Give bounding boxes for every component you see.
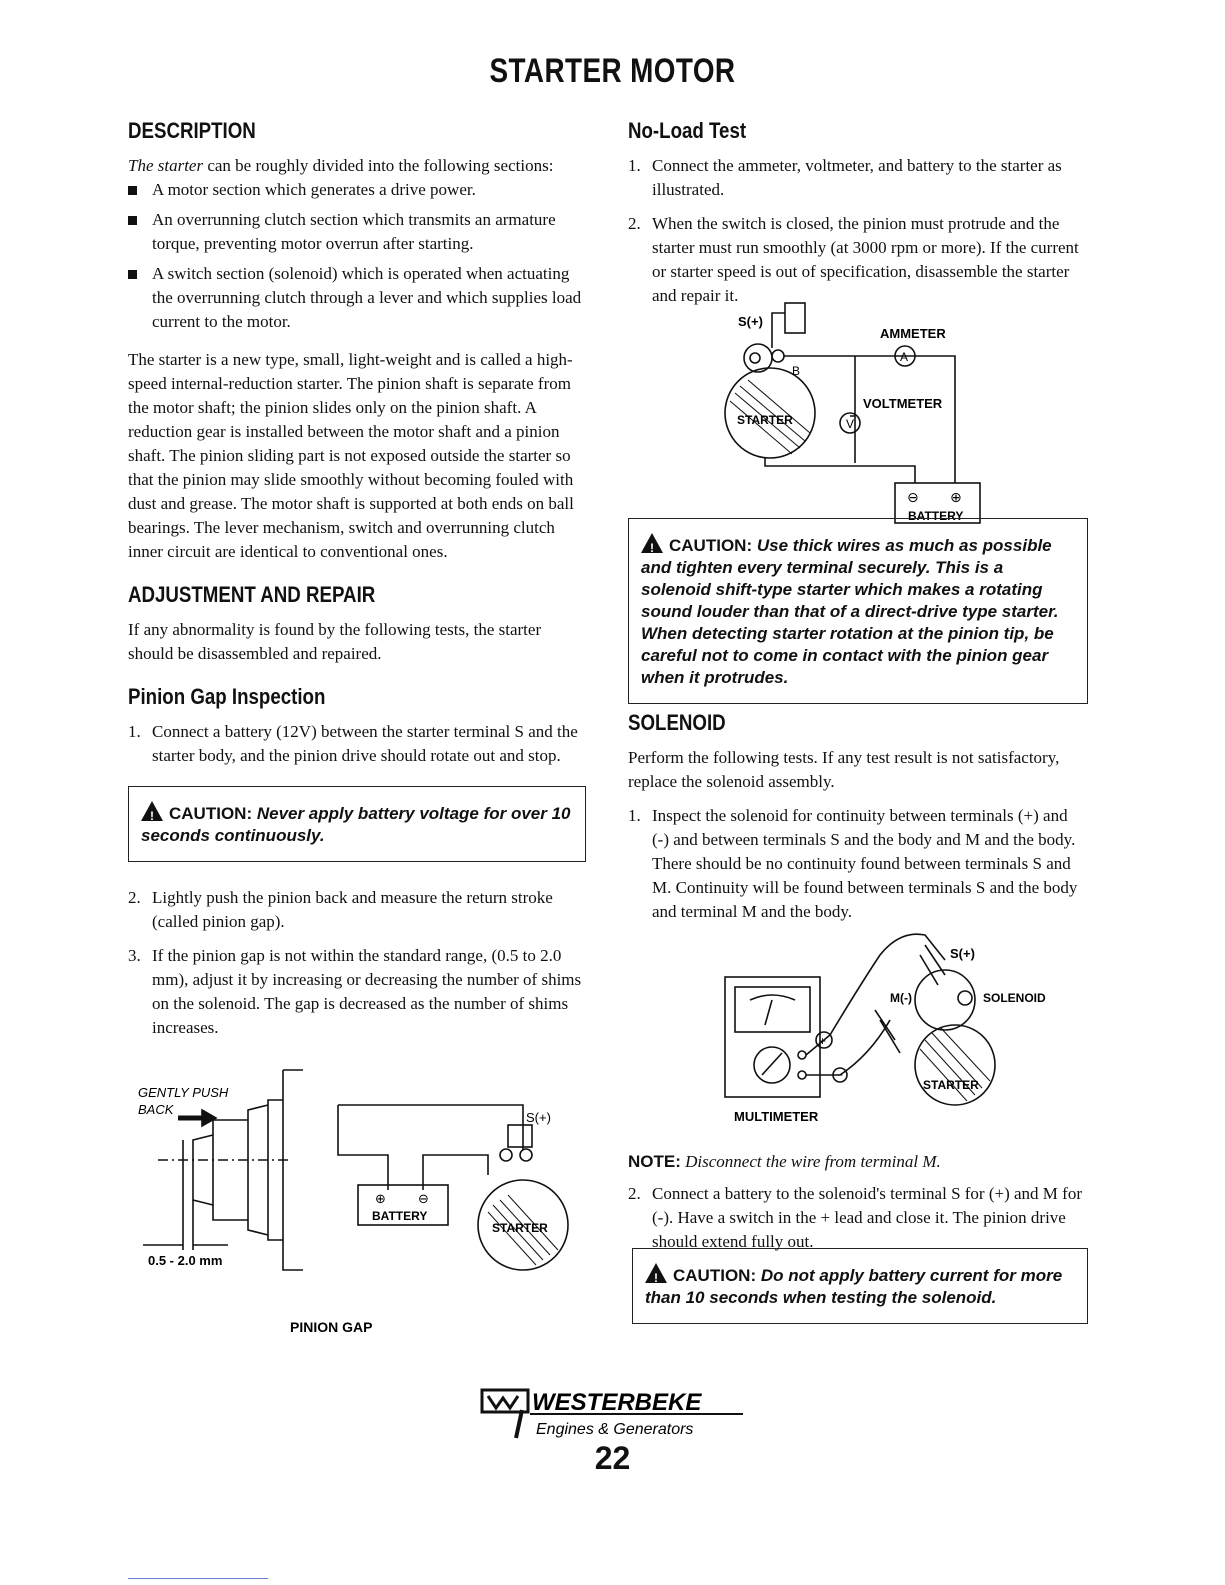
pinion-step-2 (128, 886, 586, 934)
m-terminal-label: M(-) (890, 991, 912, 1005)
solenoid-step-1 (628, 804, 1088, 924)
logo-mark (478, 1388, 748, 1440)
warning-triangle-icon (141, 801, 163, 821)
bullet-text: A motor section which generates a drive power. (152, 180, 476, 199)
description-heading: DESCRIPTION (128, 118, 256, 143)
probe-plus-symbol: + (819, 1034, 827, 1048)
ammeter-label: AMMETER (880, 326, 946, 341)
step-number: 2. (628, 214, 641, 233)
note-and-step-2 (628, 1150, 1088, 1264)
description-intro (128, 154, 586, 178)
warning-triangle-icon (645, 1263, 667, 1283)
step-text: Lightly push the pinion back and measure the return stroke (called pinion gap). (152, 888, 553, 931)
bullet-text: A switch section (solenoid) which is operated when actuating the overrunning clutch through a lever and which supplies load current to the motor. (152, 264, 582, 331)
battery-label: BATTERY (372, 1209, 428, 1223)
link-underline (128, 1578, 268, 1579)
battery-plus-symbol: ⊕ (950, 489, 962, 505)
description-paragraph: The starter is a new type, small, light-weight and is called a high-speed internal-reduction starter. The pinion shaft is separate from the motor shaft; the pinion slides only on the pinion shaft. A reduction gear is installed between the motor shaft and a pinion shaft. The pinion sliding part is not exposed outside the starter so that the pinion may slide smoothly without becoming fouled with dust and grease. The motor shaft is supported at both ends on ball bearings. The lever mechanism, switch and overrunning clutch inner circuit are identical to conventional ones. (128, 350, 574, 561)
caution-text: Use thick wires as much as possible and tighten every terminal securely. This is a solenoid shift-type starter which makes a rotating sound louder than that of a direct-drive type starter. When detecting starter rotation at the pinion tip, be careful not to come in contact with the pinion gear when it protrudes. (641, 536, 1059, 687)
step-number: 1. (628, 156, 641, 175)
step-number: 3. (128, 946, 141, 965)
solenoid-section (628, 710, 1088, 934)
gap-dimension-label: 0.5 - 2.0 mm (148, 1253, 223, 1268)
no-load-step-1 (628, 154, 1088, 202)
voltmeter-symbol: V (846, 417, 855, 431)
solenoid-label: SOLENOID (983, 991, 1046, 1005)
b-terminal-label: B (792, 364, 801, 378)
page-title: STARTER MOTOR (489, 52, 736, 90)
no-load-step-2 (628, 212, 1088, 308)
pinion-step-1 (128, 720, 586, 768)
step-text: Connect a battery to the solenoid's terminal S for (+) and M for (-). Have a switch in the + lead and close it. The pinion drive should extend fully out. (652, 1184, 1082, 1251)
description-intro-lead: The starter (128, 156, 204, 175)
caution-label: CAUTION: (669, 536, 753, 555)
warning-triangle-icon (641, 533, 663, 553)
caution-text: Do not apply battery current for more than 10 seconds when testing the solenoid. (645, 1266, 1063, 1307)
bullet-square-icon (128, 186, 137, 195)
note (628, 1150, 1088, 1174)
caution-text: Never apply battery voltage for over 10 seconds continuously. (141, 804, 571, 845)
s-terminal-label: S(+) (738, 314, 763, 329)
pinion-step-3 (128, 944, 586, 1040)
starter-label: STARTER (923, 1078, 979, 1092)
step-text: Connect a battery (12V) between the starter terminal S and the starter body, and the pinion drive should rotate out and stop. (152, 722, 578, 765)
gently-push-label: GENTLY PUSH (138, 1085, 229, 1100)
battery-label: BATTERY (908, 509, 964, 523)
step-text: If the pinion gap is not within the standard range, (0.5 to 2.0 mm), adjust it by increasing or decreasing the number of shims on the solenoid. The gap is decreased as the number of shims increases. (152, 946, 582, 1037)
note-label: NOTE: (628, 1152, 681, 1171)
westerbeke-logo (478, 1388, 748, 1445)
note-text: Disconnect the wire from terminal M. (680, 1152, 941, 1171)
s-terminal-label: S(+) (950, 946, 975, 961)
step-number: 2. (628, 1184, 641, 1203)
left-column (128, 118, 586, 1050)
brand-name: WESTERBEKE (532, 1389, 702, 1416)
solenoid-test-diagram (720, 925, 1060, 1135)
adjustment-text: If any abnormality is found by the following tests, the starter should be disassembled and repaired. (128, 620, 542, 663)
battery-minus-symbol: ⊖ (418, 1191, 429, 1206)
no-load-heading: No-Load Test (628, 118, 747, 143)
caution-box-battery-current (632, 1248, 1088, 1324)
bullet-text: An overrunning clutch section which transmits an armature torque, preventing motor overrun after starting. (152, 210, 556, 253)
caution-label: CAUTION: (169, 804, 253, 823)
description-intro-rest: can be roughly divided into the following sections: (203, 156, 554, 175)
multimeter-label: MULTIMETER (734, 1109, 819, 1124)
brand-tagline: Engines & Generators (536, 1421, 694, 1438)
voltmeter-label: VOLTMETER (863, 396, 943, 411)
starter-label: STARTER (492, 1221, 548, 1235)
right-column (628, 118, 1088, 318)
battery-minus-symbol: ⊖ (907, 489, 919, 505)
starter-label: STARTER (737, 413, 793, 427)
battery-plus-symbol: ⊕ (375, 1191, 386, 1206)
adjustment-heading: ADJUSTMENT AND REPAIR (128, 582, 376, 607)
solenoid-step-2 (628, 1182, 1088, 1254)
no-load-test-diagram (700, 298, 1000, 538)
solenoid-intro: Perform the following tests. If any test result is not satisfactory, replace the solenoid assembly. (628, 748, 1060, 791)
bullet-item (128, 178, 586, 202)
step-text: Connect the ammeter, voltmeter, and battery to the starter as illustrated. (652, 156, 1062, 199)
caution-label: CAUTION: (673, 1266, 757, 1285)
s-terminal-label: S(+) (526, 1110, 551, 1125)
step-text: When the switch is closed, the pinion must protrude and the starter must run smoothly (at 3000 rpm or more). If the current or starter speed is out of specification, disassemble the starter and repair it. (652, 214, 1079, 305)
ammeter-symbol: A (900, 350, 909, 364)
probe-minus-symbol: − (836, 1068, 844, 1082)
pinion-gap-heading: Pinion Gap Inspection (128, 684, 326, 709)
pinion-gap-caption: PINION GAP (290, 1319, 373, 1335)
caution-box-battery-voltage (128, 786, 586, 862)
step-number: 1. (628, 806, 641, 825)
solenoid-heading: SOLENOID (628, 710, 726, 735)
bullet-item (128, 208, 586, 256)
bullet-item (128, 262, 586, 334)
bullet-square-icon (128, 216, 137, 225)
caution-box-thick-wires (628, 518, 1088, 704)
back-label: BACK (138, 1102, 174, 1117)
step-text: Inspect the solenoid for continuity between terminals (+) and (-) and between terminals S and the body and M and the body. There should be no continuity found between terminals S and M. Continuity will be found between terminals S and the body and terminal M and the body. (652, 806, 1078, 921)
page-number: 22 (594, 1440, 631, 1476)
bullet-square-icon (128, 270, 137, 279)
pinion-gap-diagram (128, 1060, 598, 1350)
step-number: 1. (128, 722, 141, 741)
step-number: 2. (128, 888, 141, 907)
